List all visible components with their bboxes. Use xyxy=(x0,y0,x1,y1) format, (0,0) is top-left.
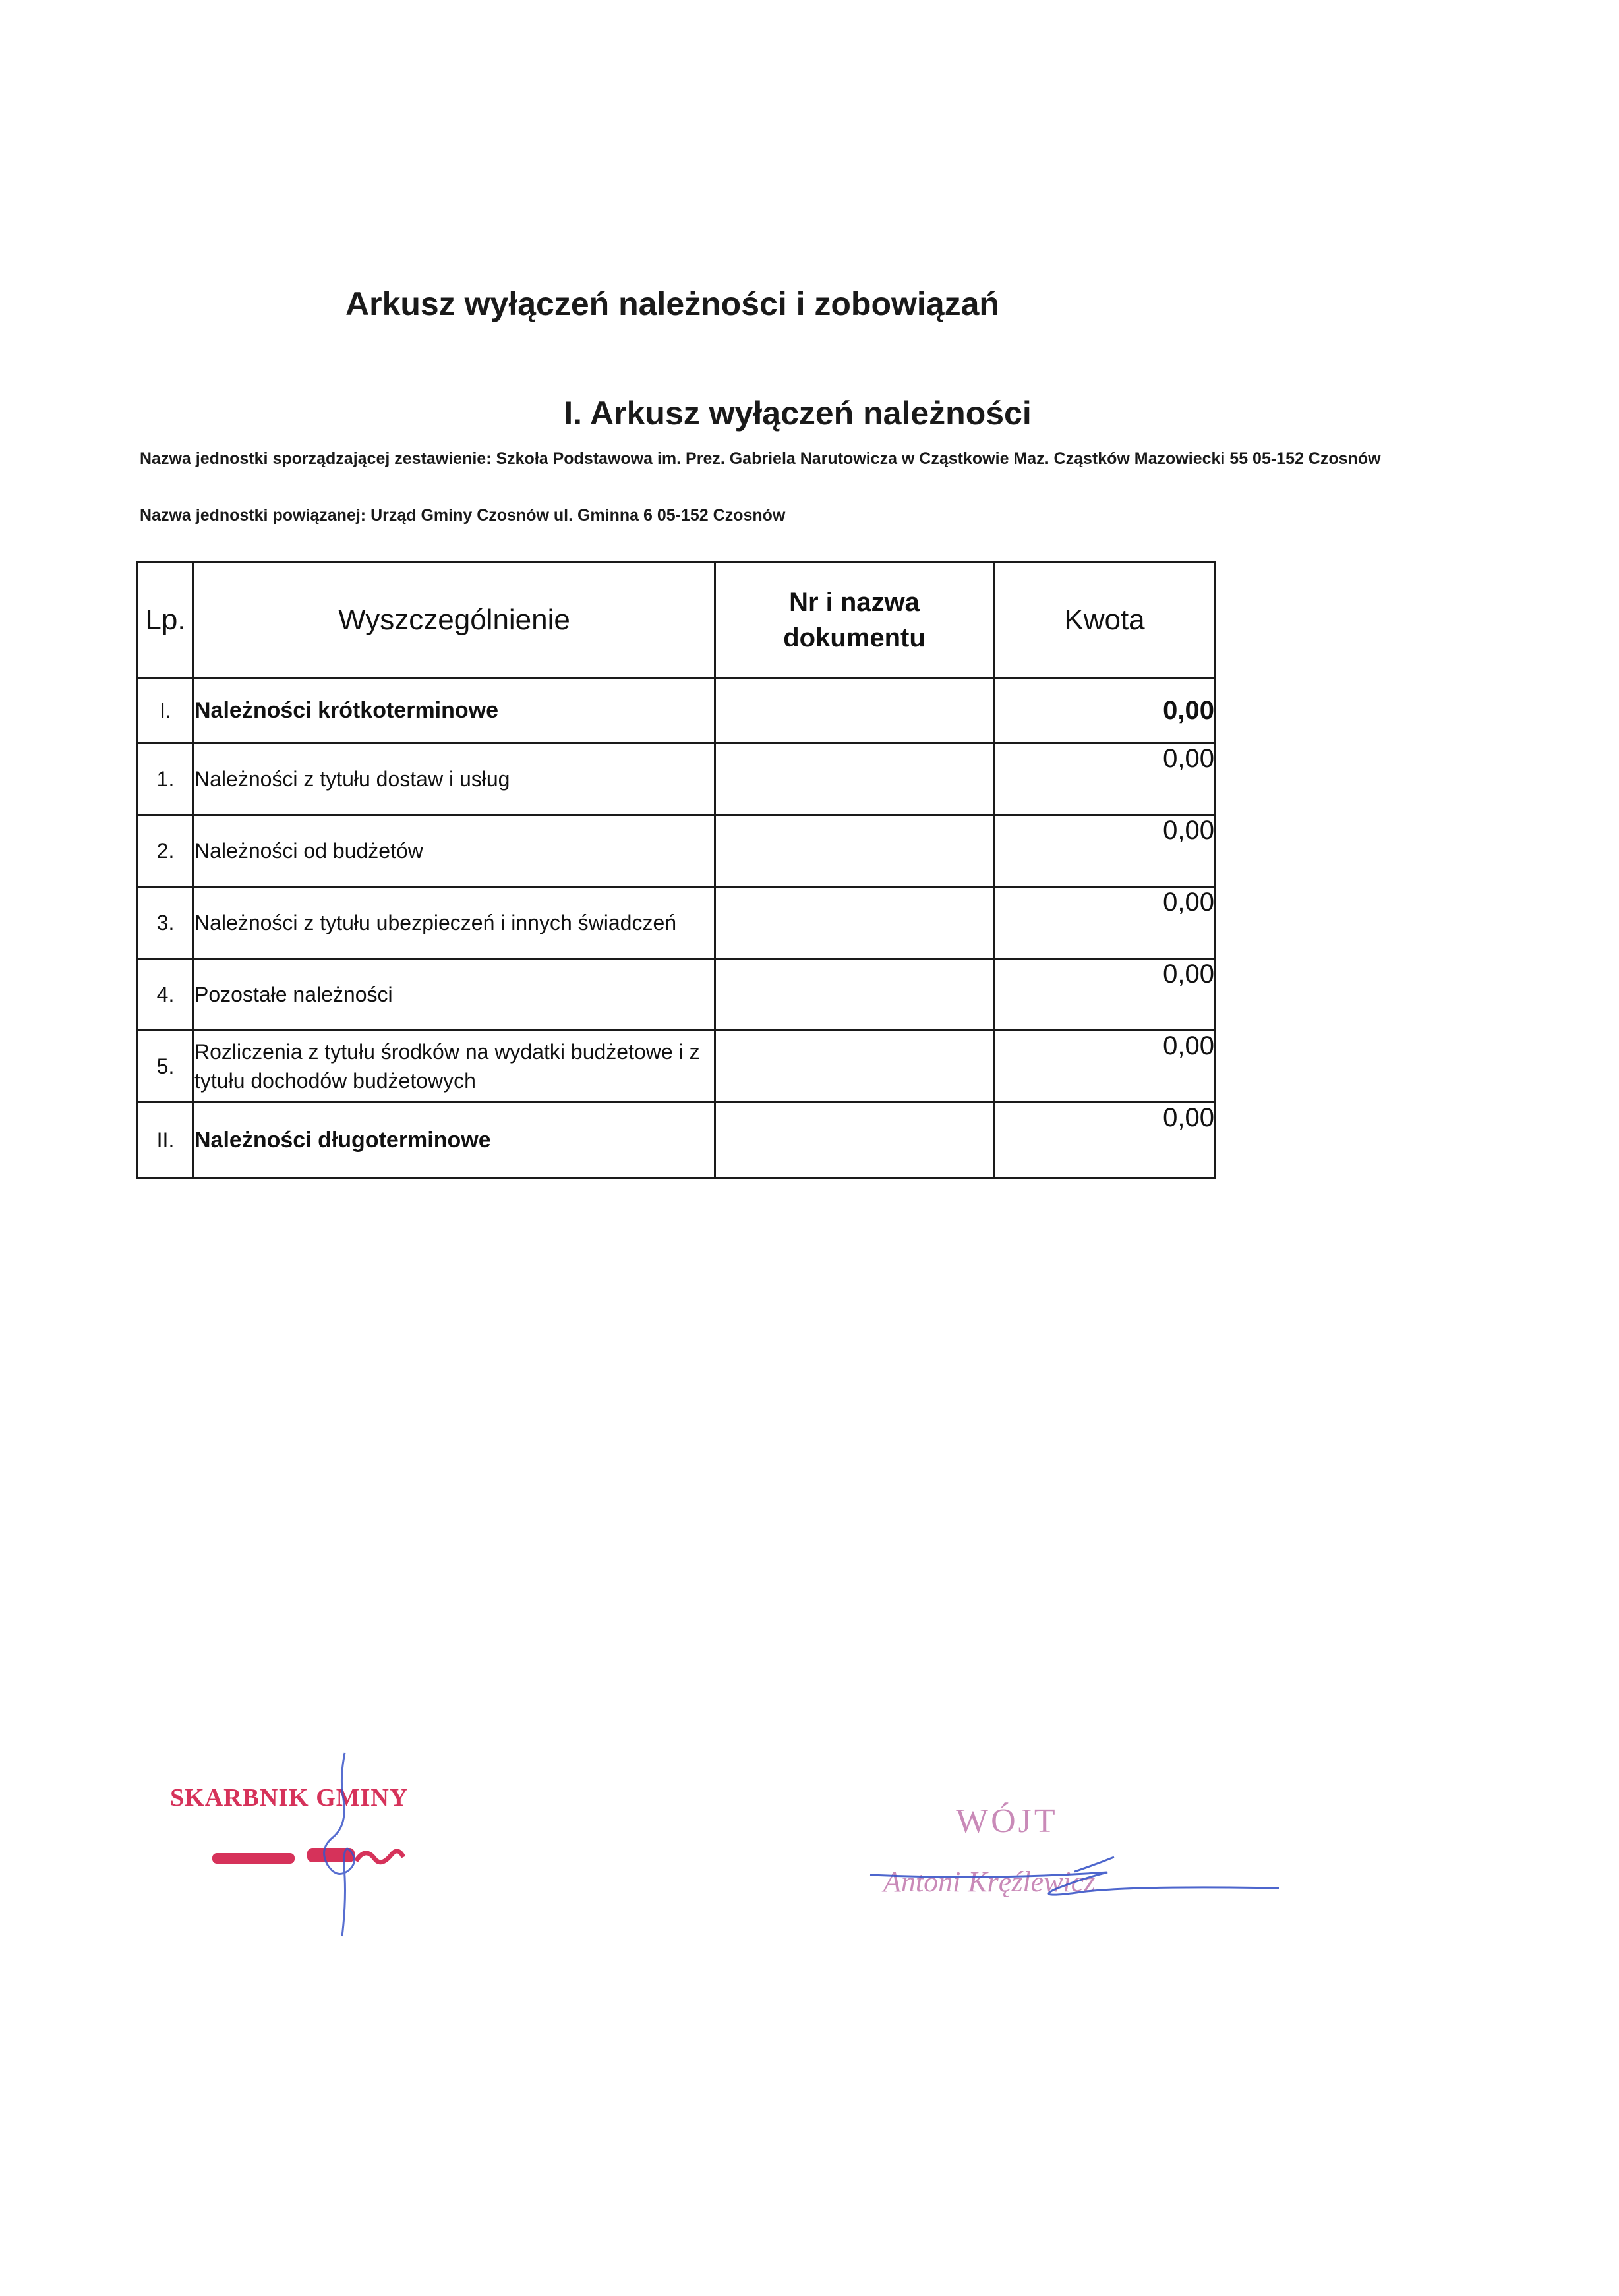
header-description: Wyszczególnienie xyxy=(194,563,715,678)
row-description: Należności krótkoterminowe xyxy=(194,678,715,743)
row-description: Należności z tytułu ubezpieczeń i innych świadczeń xyxy=(194,887,715,959)
table-row xyxy=(138,1103,1216,1178)
mayor-stamp-title: WÓJT xyxy=(956,1802,1058,1840)
table-row xyxy=(138,815,1216,887)
treasurer-name-stamp xyxy=(212,1848,403,1864)
treasurer-stamp-title: SKARBNIK GMINY xyxy=(170,1784,409,1812)
table-header-row xyxy=(138,563,1216,678)
row-amount: 0,00 xyxy=(994,959,1216,1031)
row-description: Pozostałe należności xyxy=(194,959,715,1031)
row-document xyxy=(715,959,994,1031)
header-document-line2: dokumentu xyxy=(783,623,926,652)
row-description: Należności długoterminowe xyxy=(194,1103,715,1178)
row-document xyxy=(715,1031,994,1103)
table-row xyxy=(138,959,1216,1031)
row-amount: 0,00 xyxy=(994,815,1216,887)
receivables-table xyxy=(136,561,1216,1179)
row-lp: 2. xyxy=(138,815,194,887)
row-description: Należności z tytułu dostaw i usług xyxy=(194,743,715,815)
table-row xyxy=(138,678,1216,743)
row-document xyxy=(715,887,994,959)
table-row xyxy=(138,743,1216,815)
unit-preparing-line: Nazwa jednostki sporządzającej zestawienie: Szkoła Podstawowa im. Prez. Gabriela Narutowicza w Cząstkowie Maz. Cząstków Mazowiecki 55 05-152 Czosnów xyxy=(140,449,1381,468)
row-description: Rozliczenia z tytułu środków na wydatki budżetowe i z tytułu dochodów budżetowych xyxy=(194,1031,715,1103)
row-amount: 0,00 xyxy=(994,678,1216,743)
table-row xyxy=(138,1031,1216,1103)
header-amount: Kwota xyxy=(994,563,1216,678)
row-document xyxy=(715,743,994,815)
row-lp: 1. xyxy=(138,743,194,815)
row-lp: 5. xyxy=(138,1031,194,1103)
row-lp: 4. xyxy=(138,959,194,1031)
row-document xyxy=(715,678,994,743)
table-row xyxy=(138,887,1216,959)
row-amount: 0,00 xyxy=(994,887,1216,959)
row-lp: I. xyxy=(138,678,194,743)
mayor-stamp xyxy=(857,1773,1279,1944)
treasurer-stamp xyxy=(158,1740,488,1937)
mayor-stamp-name: Antoni Kręźlewicz xyxy=(883,1866,1096,1898)
row-amount: 0,00 xyxy=(994,1103,1216,1178)
header-document xyxy=(715,563,994,678)
header-lp: Lp. xyxy=(138,563,194,678)
signature-ink-icon xyxy=(324,1753,355,1936)
row-lp: II. xyxy=(138,1103,194,1178)
row-document xyxy=(715,815,994,887)
section-title: I. Arkusz wyłączeń należności xyxy=(564,395,1032,432)
document-title: Arkusz wyłączeń należności i zobowiązań xyxy=(345,285,999,322)
row-lp: 3. xyxy=(138,887,194,959)
header-document-line1: Nr i nazwa xyxy=(789,588,920,617)
unit-related-line: Nazwa jednostki powiązanej: Urząd Gminy Czosnów ul. Gminna 6 05-152 Czosnów xyxy=(140,506,786,525)
row-amount: 0,00 xyxy=(994,1031,1216,1103)
row-document xyxy=(715,1103,994,1178)
row-amount: 0,00 xyxy=(994,743,1216,815)
row-description: Należności od budżetów xyxy=(194,815,715,887)
